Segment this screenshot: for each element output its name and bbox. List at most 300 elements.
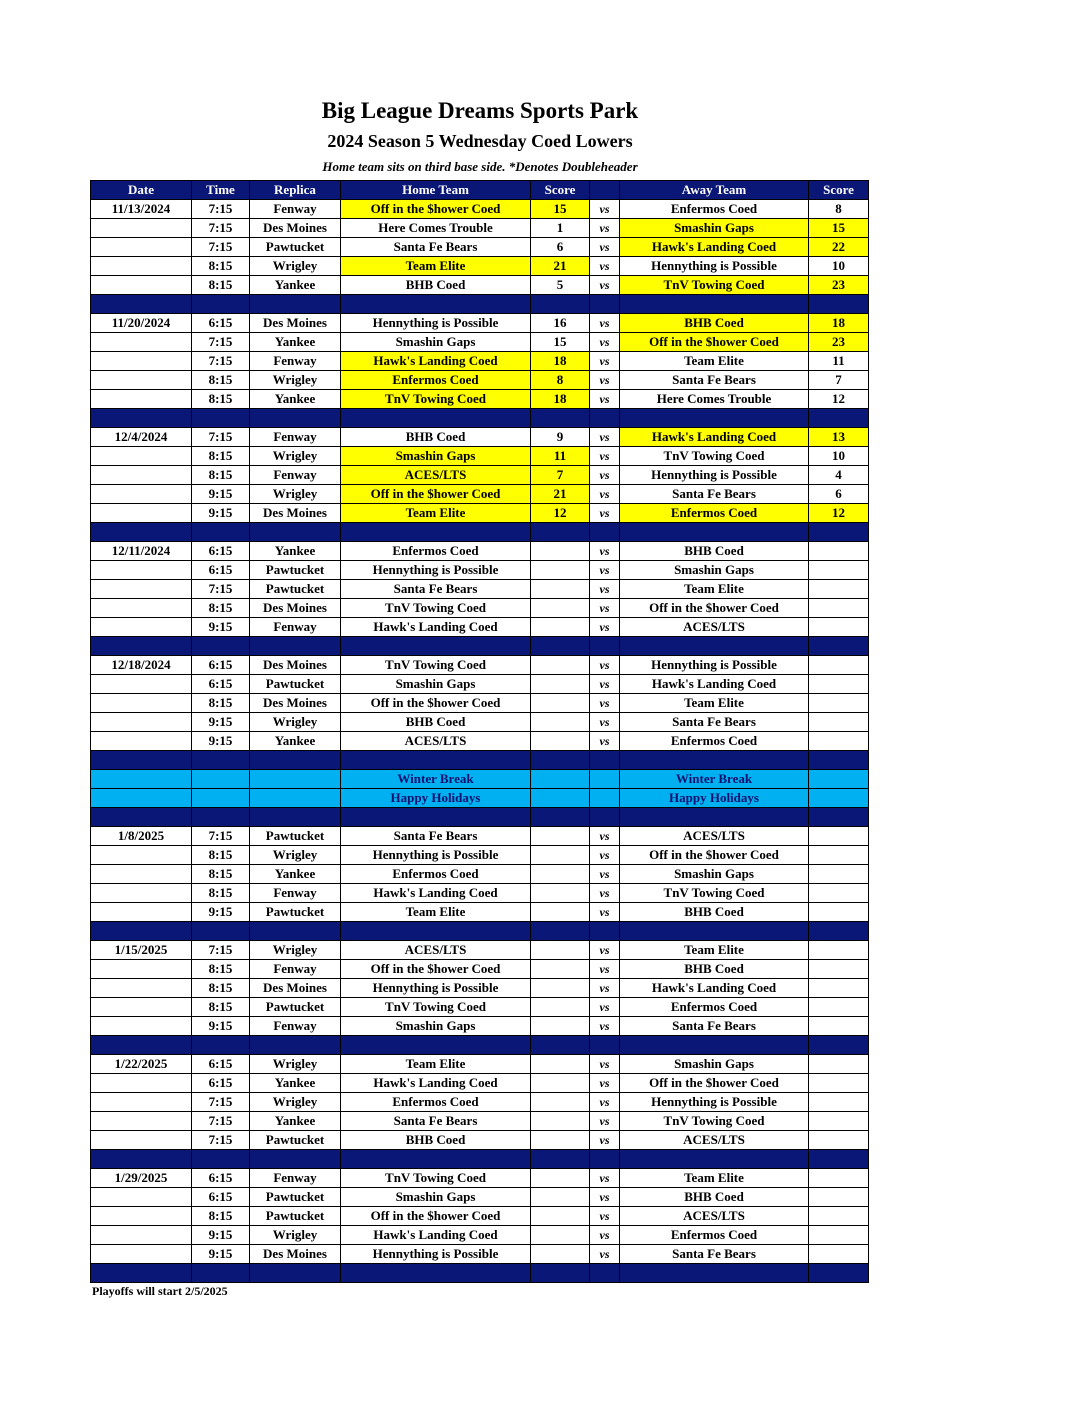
game-date: 11/20/2024 <box>91 314 192 333</box>
away-team: Enfermos Coed <box>620 504 809 523</box>
game-date <box>91 561 192 580</box>
game-time: 9:15 <box>192 1245 250 1264</box>
vs-label: vs <box>590 1017 620 1036</box>
game-time: 6:15 <box>192 542 250 561</box>
away-team: Hennything is Possible <box>620 466 809 485</box>
game-time: 6:15 <box>192 314 250 333</box>
home-score <box>531 941 590 960</box>
away-score <box>809 694 869 713</box>
game-time: 9:15 <box>192 713 250 732</box>
separator-cell <box>91 751 192 770</box>
separator-cell <box>341 808 531 827</box>
game-date <box>91 390 192 409</box>
home-score <box>531 561 590 580</box>
separator-cell <box>620 808 809 827</box>
game-row <box>91 1017 869 1036</box>
game-time: 7:15 <box>192 941 250 960</box>
vs-label: vs <box>590 599 620 618</box>
game-field: Yankee <box>250 1074 341 1093</box>
game-time: 9:15 <box>192 1226 250 1245</box>
game-time: 9:15 <box>192 1017 250 1036</box>
separator-cell <box>590 1150 620 1169</box>
game-row <box>91 542 869 561</box>
away-team: ACES/LTS <box>620 1207 809 1226</box>
game-time: 9:15 <box>192 903 250 922</box>
home-team: Santa Fe Bears <box>341 827 531 846</box>
game-field: Pawtucket <box>250 998 341 1017</box>
home-score: 6 <box>531 238 590 257</box>
separator-cell <box>620 409 809 428</box>
game-time: 8:15 <box>192 846 250 865</box>
home-score <box>531 694 590 713</box>
home-score: 8 <box>531 371 590 390</box>
home-score <box>531 960 590 979</box>
away-score <box>809 960 869 979</box>
home-team: Off in the $hower Coed <box>341 485 531 504</box>
game-row <box>91 599 869 618</box>
separator-cell <box>809 751 869 770</box>
game-date <box>91 960 192 979</box>
home-team: Enfermos Coed <box>341 371 531 390</box>
vs-label: vs <box>590 1226 620 1245</box>
away-team: ACES/LTS <box>620 618 809 637</box>
vs-label: vs <box>590 238 620 257</box>
week-separator <box>91 523 869 542</box>
separator-cell <box>91 409 192 428</box>
game-row <box>91 884 869 903</box>
week-separator <box>91 1264 869 1283</box>
game-field: Des Moines <box>250 1245 341 1264</box>
game-row <box>91 941 869 960</box>
game-date <box>91 618 192 637</box>
home-score: 11 <box>531 447 590 466</box>
home-score <box>531 542 590 561</box>
game-field: Yankee <box>250 390 341 409</box>
time-cell <box>192 770 250 789</box>
game-time: 6:15 <box>192 675 250 694</box>
home-team: BHB Coed <box>341 713 531 732</box>
game-date <box>91 713 192 732</box>
game-field: Fenway <box>250 466 341 485</box>
home-score: 16 <box>531 314 590 333</box>
home-score <box>531 599 590 618</box>
home-team: Hennything is Possible <box>341 1245 531 1264</box>
separator-cell <box>341 637 531 656</box>
separator-cell <box>250 922 341 941</box>
away-score: 8 <box>809 200 869 219</box>
away-score: 13 <box>809 428 869 447</box>
home-score <box>531 1207 590 1226</box>
field-cell <box>250 789 341 808</box>
separator-cell <box>531 1264 590 1283</box>
date-cell <box>91 770 192 789</box>
away-score <box>809 979 869 998</box>
game-field: Des Moines <box>250 314 341 333</box>
home-team: Off in the $hower Coed <box>341 694 531 713</box>
separator-cell <box>91 1150 192 1169</box>
game-time: 8:15 <box>192 447 250 466</box>
vs-label: vs <box>590 257 620 276</box>
separator-cell <box>192 808 250 827</box>
game-row <box>91 694 869 713</box>
game-date <box>91 466 192 485</box>
game-row <box>91 352 869 371</box>
home-team: Team Elite <box>341 504 531 523</box>
home-team: Hawk's Landing Coed <box>341 352 531 371</box>
col-header-date: Date <box>91 181 192 200</box>
game-field: Des Moines <box>250 219 341 238</box>
vs-label: vs <box>590 998 620 1017</box>
away-score <box>809 732 869 751</box>
col-header-away-score: Score <box>809 181 869 200</box>
away-team: Santa Fe Bears <box>620 485 809 504</box>
game-time: 7:15 <box>192 219 250 238</box>
game-row <box>91 1207 869 1226</box>
vs-label: vs <box>590 1245 620 1264</box>
game-date: 1/15/2025 <box>91 941 192 960</box>
away-score <box>809 1226 869 1245</box>
game-row <box>91 865 869 884</box>
game-row <box>91 580 869 599</box>
away-team: Smashin Gaps <box>620 219 809 238</box>
game-field: Fenway <box>250 960 341 979</box>
away-score <box>809 998 869 1017</box>
game-row <box>91 998 869 1017</box>
game-field: Pawtucket <box>250 238 341 257</box>
separator-cell <box>590 751 620 770</box>
game-row <box>91 1226 869 1245</box>
game-date <box>91 694 192 713</box>
separator-cell <box>590 1264 620 1283</box>
home-team: Team Elite <box>341 903 531 922</box>
schedule-note: Home team sits on third base side. *Denotes Doubleheader <box>322 159 638 174</box>
separator-cell <box>91 808 192 827</box>
game-field: Wrigley <box>250 1226 341 1245</box>
home-team: TnV Towing Coed <box>341 998 531 1017</box>
separator-cell <box>192 922 250 941</box>
game-row <box>91 1188 869 1207</box>
game-field: Pawtucket <box>250 1131 341 1150</box>
away-score: 23 <box>809 276 869 295</box>
home-team: TnV Towing Coed <box>341 390 531 409</box>
home-team: BHB Coed <box>341 276 531 295</box>
game-row <box>91 1055 869 1074</box>
game-row <box>91 732 869 751</box>
separator-cell <box>91 1036 192 1055</box>
separator-cell <box>192 295 250 314</box>
separator-cell <box>341 409 531 428</box>
separator-cell <box>809 808 869 827</box>
game-time: 6:15 <box>192 1188 250 1207</box>
home-team: TnV Towing Coed <box>341 599 531 618</box>
home-team: Hennything is Possible <box>341 979 531 998</box>
home-score <box>531 1055 590 1074</box>
home-team: Hennything is Possible <box>341 314 531 333</box>
away-score <box>809 542 869 561</box>
header-row <box>91 181 869 200</box>
game-row <box>91 257 869 276</box>
separator-cell <box>620 751 809 770</box>
game-time: 7:15 <box>192 238 250 257</box>
game-time: 6:15 <box>192 561 250 580</box>
game-field: Yankee <box>250 542 341 561</box>
away-score <box>809 618 869 637</box>
game-time: 6:15 <box>192 1074 250 1093</box>
away-score <box>809 561 869 580</box>
game-date <box>91 675 192 694</box>
page-title: Big League Dreams Sports Park <box>321 98 639 123</box>
away-score: 6 <box>809 485 869 504</box>
away-team: ACES/LTS <box>620 827 809 846</box>
game-field: Fenway <box>250 1017 341 1036</box>
vs-label: vs <box>590 732 620 751</box>
separator-cell <box>531 1150 590 1169</box>
game-time: 8:15 <box>192 371 250 390</box>
away-team: ACES/LTS <box>620 1131 809 1150</box>
vs-label: vs <box>590 713 620 732</box>
home-score <box>531 903 590 922</box>
game-field: Fenway <box>250 618 341 637</box>
away-score: 4 <box>809 466 869 485</box>
game-row <box>91 1093 869 1112</box>
game-date <box>91 1207 192 1226</box>
away-team: TnV Towing Coed <box>620 1112 809 1131</box>
game-row <box>91 485 869 504</box>
home-team: Smashin Gaps <box>341 447 531 466</box>
home-score-cell <box>531 770 590 789</box>
game-date <box>91 371 192 390</box>
game-time: 7:15 <box>192 428 250 447</box>
home-score: 1 <box>531 219 590 238</box>
vs-label: vs <box>590 1112 620 1131</box>
separator-cell <box>250 409 341 428</box>
separator-cell <box>531 922 590 941</box>
separator-cell <box>590 808 620 827</box>
separator-cell <box>192 1150 250 1169</box>
away-team: TnV Towing Coed <box>620 276 809 295</box>
home-score-cell <box>531 789 590 808</box>
home-score <box>531 1074 590 1093</box>
game-field: Pawtucket <box>250 675 341 694</box>
home-team: Smashin Gaps <box>341 1017 531 1036</box>
game-row <box>91 903 869 922</box>
home-score <box>531 865 590 884</box>
away-team: Team Elite <box>620 1169 809 1188</box>
home-score: 21 <box>531 257 590 276</box>
home-score: 18 <box>531 352 590 371</box>
separator-cell <box>809 1150 869 1169</box>
vs-label: vs <box>590 504 620 523</box>
game-time: 7:15 <box>192 352 250 371</box>
game-row <box>91 656 869 675</box>
separator-cell <box>341 1264 531 1283</box>
vs-label: vs <box>590 903 620 922</box>
game-time: 8:15 <box>192 276 250 295</box>
separator-cell <box>809 637 869 656</box>
game-time: 9:15 <box>192 732 250 751</box>
away-team: Smashin Gaps <box>620 561 809 580</box>
away-team: Hennything is Possible <box>620 1093 809 1112</box>
away-score <box>809 941 869 960</box>
week-separator <box>91 295 869 314</box>
game-date <box>91 238 192 257</box>
home-score <box>531 732 590 751</box>
game-date <box>91 257 192 276</box>
game-row <box>91 390 869 409</box>
col-header-away-team: Away Team <box>620 181 809 200</box>
away-score <box>809 865 869 884</box>
game-time: 8:15 <box>192 257 250 276</box>
separator-cell <box>620 1036 809 1055</box>
week-separator <box>91 1150 869 1169</box>
game-field: Wrigley <box>250 1055 341 1074</box>
home-team: Smashin Gaps <box>341 675 531 694</box>
away-team: Off in the $hower Coed <box>620 846 809 865</box>
home-score <box>531 618 590 637</box>
away-team: Hawk's Landing Coed <box>620 428 809 447</box>
separator-cell <box>809 523 869 542</box>
home-team: Team Elite <box>341 1055 531 1074</box>
home-score: 15 <box>531 200 590 219</box>
away-score <box>809 1093 869 1112</box>
game-row <box>91 466 869 485</box>
away-score <box>809 1131 869 1150</box>
separator-cell <box>250 637 341 656</box>
away-team: TnV Towing Coed <box>620 447 809 466</box>
home-team: Here Comes Trouble <box>341 219 531 238</box>
home-score: 15 <box>531 333 590 352</box>
home-team: Off in the $hower Coed <box>341 960 531 979</box>
game-time: 7:15 <box>192 1131 250 1150</box>
separator-cell <box>192 523 250 542</box>
col-header-replica: Replica <box>250 181 341 200</box>
game-field: Yankee <box>250 1112 341 1131</box>
home-team: Hawk's Landing Coed <box>341 884 531 903</box>
game-date <box>91 1226 192 1245</box>
vs-label: vs <box>590 1055 620 1074</box>
away-score <box>809 675 869 694</box>
home-team: Off in the $hower Coed <box>341 1207 531 1226</box>
home-team: Santa Fe Bears <box>341 238 531 257</box>
away-team: Hennything is Possible <box>620 257 809 276</box>
separator-cell <box>250 295 341 314</box>
away-score <box>809 1169 869 1188</box>
game-row <box>91 428 869 447</box>
separator-cell <box>590 922 620 941</box>
time-cell <box>192 789 250 808</box>
away-team: Team Elite <box>620 694 809 713</box>
game-field: Wrigley <box>250 846 341 865</box>
game-field: Des Moines <box>250 694 341 713</box>
break-away-text: Happy Holidays <box>620 789 809 808</box>
away-team: Off in the $hower Coed <box>620 1074 809 1093</box>
game-row <box>91 238 869 257</box>
separator-cell <box>531 751 590 770</box>
separator-cell <box>590 295 620 314</box>
schedule-table <box>90 180 869 1283</box>
game-field: Wrigley <box>250 1093 341 1112</box>
separator-cell <box>341 751 531 770</box>
separator-cell <box>91 637 192 656</box>
game-row <box>91 333 869 352</box>
game-time: 8:15 <box>192 998 250 1017</box>
home-team: TnV Towing Coed <box>341 656 531 675</box>
vs-cell <box>590 770 620 789</box>
game-row <box>91 447 869 466</box>
game-date <box>91 865 192 884</box>
vs-label: vs <box>590 333 620 352</box>
week-separator <box>91 808 869 827</box>
page-subtitle: 2024 Season 5 Wednesday Coed Lowers <box>327 131 633 151</box>
game-date <box>91 1093 192 1112</box>
vs-label: vs <box>590 1188 620 1207</box>
game-date <box>91 1112 192 1131</box>
away-team: Enfermos Coed <box>620 998 809 1017</box>
home-team: Hennything is Possible <box>341 846 531 865</box>
game-field: Des Moines <box>250 599 341 618</box>
separator-cell <box>192 1264 250 1283</box>
break-home-text: Happy Holidays <box>341 789 531 808</box>
separator-cell <box>250 523 341 542</box>
home-score: 12 <box>531 504 590 523</box>
vs-label: vs <box>590 846 620 865</box>
separator-cell <box>620 1264 809 1283</box>
break-row <box>91 789 869 808</box>
game-field: Pawtucket <box>250 827 341 846</box>
home-score <box>531 1017 590 1036</box>
game-time: 7:15 <box>192 580 250 599</box>
game-date: 12/11/2024 <box>91 542 192 561</box>
vs-label: vs <box>590 219 620 238</box>
game-time: 7:15 <box>192 1112 250 1131</box>
vs-label: vs <box>590 466 620 485</box>
game-row <box>91 618 869 637</box>
game-field: Fenway <box>250 884 341 903</box>
week-separator <box>91 751 869 770</box>
game-field: Fenway <box>250 1169 341 1188</box>
game-date <box>91 732 192 751</box>
vs-label: vs <box>590 371 620 390</box>
home-score: 7 <box>531 466 590 485</box>
vs-label: vs <box>590 618 620 637</box>
away-team: Santa Fe Bears <box>620 1245 809 1264</box>
game-field: Des Moines <box>250 504 341 523</box>
week-separator <box>91 637 869 656</box>
game-date: 1/29/2025 <box>91 1169 192 1188</box>
away-team: BHB Coed <box>620 960 809 979</box>
away-score <box>809 827 869 846</box>
game-row <box>91 846 869 865</box>
home-score <box>531 884 590 903</box>
separator-cell <box>809 1264 869 1283</box>
away-score <box>809 884 869 903</box>
separator-cell <box>250 1036 341 1055</box>
game-date <box>91 1131 192 1150</box>
separator-cell <box>590 409 620 428</box>
away-score <box>809 656 869 675</box>
away-team: Hawk's Landing Coed <box>620 675 809 694</box>
away-team: BHB Coed <box>620 903 809 922</box>
separator-cell <box>620 922 809 941</box>
game-date <box>91 352 192 371</box>
home-team: Smashin Gaps <box>341 333 531 352</box>
separator-cell <box>809 1036 869 1055</box>
away-score <box>809 1207 869 1226</box>
separator-cell <box>192 409 250 428</box>
away-team: Hawk's Landing Coed <box>620 238 809 257</box>
game-row <box>91 1074 869 1093</box>
separator-cell <box>809 922 869 941</box>
